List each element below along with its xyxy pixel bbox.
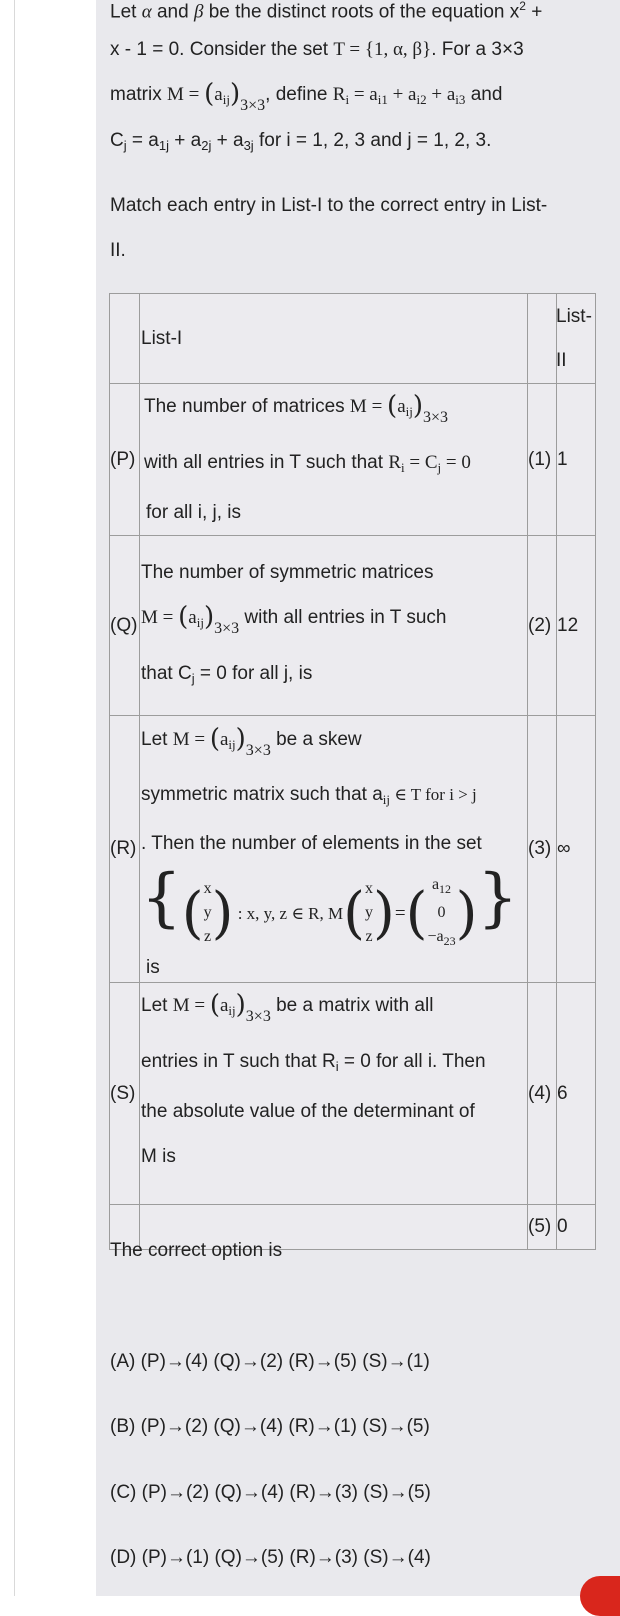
intro-line-2: x - 1 = 0. Consider the set T = {1, α, β}. For a 3×3 (110, 39, 524, 60)
row-value: ∞ (557, 716, 596, 983)
header-list2: List- II (556, 305, 592, 371)
table-row (110, 536, 596, 716)
instruction-line-2: II. (110, 240, 126, 261)
instruction-line-1: Match each entry in List-I to the correct entry in List- (110, 195, 548, 216)
header-list1: List-I (141, 327, 183, 349)
row-num: (4) (528, 983, 557, 1205)
row-value: 12 (557, 536, 596, 716)
row-value: 6 (557, 983, 596, 1205)
option-a[interactable]: (A) (P)→(4) (Q)→(2) (R)→(5) (S)→(1) (110, 1351, 430, 1372)
row-value: 0 (557, 1205, 596, 1250)
option-d[interactable]: (D) (P)→(1) (Q)→(5) (R)→(3) (S)→(4) (110, 1547, 431, 1568)
row-num: (5) (528, 1205, 557, 1250)
row-num: (1) (528, 384, 557, 536)
table-row (110, 983, 596, 1205)
header-empty-cell (110, 294, 140, 384)
option-c[interactable]: (C) (P)→(2) (Q)→(4) (R)→(3) (S)→(5) (110, 1482, 431, 1503)
row-value: 1 (557, 384, 596, 536)
left-divider (14, 0, 15, 1596)
question-prompt: The correct option is (110, 1240, 283, 1261)
row-label: (R) (110, 716, 140, 983)
table-row (110, 384, 596, 536)
intro-line-3: matrix $M = (a_{ij})_{3\times 3}$, define $R_i = a_{i1} + a_{i2} + a_{i3}$ and (110, 79, 503, 114)
table-header-row (110, 294, 596, 384)
set-expression: {( x y z ) : x, y, z ∈ R, M( x y z )=( $a_{12}$ 0 $-a_{23}$ )} (141, 860, 519, 949)
row-list1-cell: Let $M = (a_{ij})_{3\times 3}$ be a matrix with all entries in T such that $R_i = 0$ for all i. Then the absolute value of the determinant of M is (140, 983, 528, 1205)
row-num: (2) (528, 536, 557, 716)
table-row (110, 716, 596, 983)
match-table (109, 293, 596, 1250)
floating-action-badge[interactable] (580, 1576, 620, 1616)
row-list1-cell: The number of symmetric matrices $M = (a_{ij})_{3\times 3}$ with all entries in T such that $C_j = 0$ for all j, is (140, 536, 528, 716)
header-list2-cell (557, 294, 596, 384)
header-list1-cell (140, 294, 528, 384)
intro-line-1: Let α and β be the distinct roots of the equation $x^2$ + (110, 0, 543, 23)
row-list1-cell: Let $M = (a_{ij})_{3\times 3}$ be a skew symmetric matrix such that $a_{ij}$ ∈ T for i > j . Then the number of elements in the set {( x y z ) : x, y, z ∈ R, M( x y z )=( $a_{12}$ 0 $-a_{23}$ )} is (140, 716, 528, 983)
row-list1-cell: The number of matrices $M = (a_{ij})_{3\times 3}$ with all entries in T such that $R_i = C_j = 0$ for all i, j, is (140, 384, 528, 536)
option-b[interactable]: (B) (P)→(2) (Q)→(4) (R)→(1) (S)→(5) (110, 1416, 430, 1437)
header-num-cell (528, 294, 557, 384)
row-label: (Q) (110, 536, 140, 716)
intro-line-4: $C_j = a_{1j} + a_{2j} + a_{3j}$ for i = 1, 2, 3 and j = 1, 2, 3. (110, 130, 492, 153)
row-num: (3) (528, 716, 557, 983)
row-label: (P) (110, 384, 140, 536)
row-label: (S) (110, 983, 140, 1205)
